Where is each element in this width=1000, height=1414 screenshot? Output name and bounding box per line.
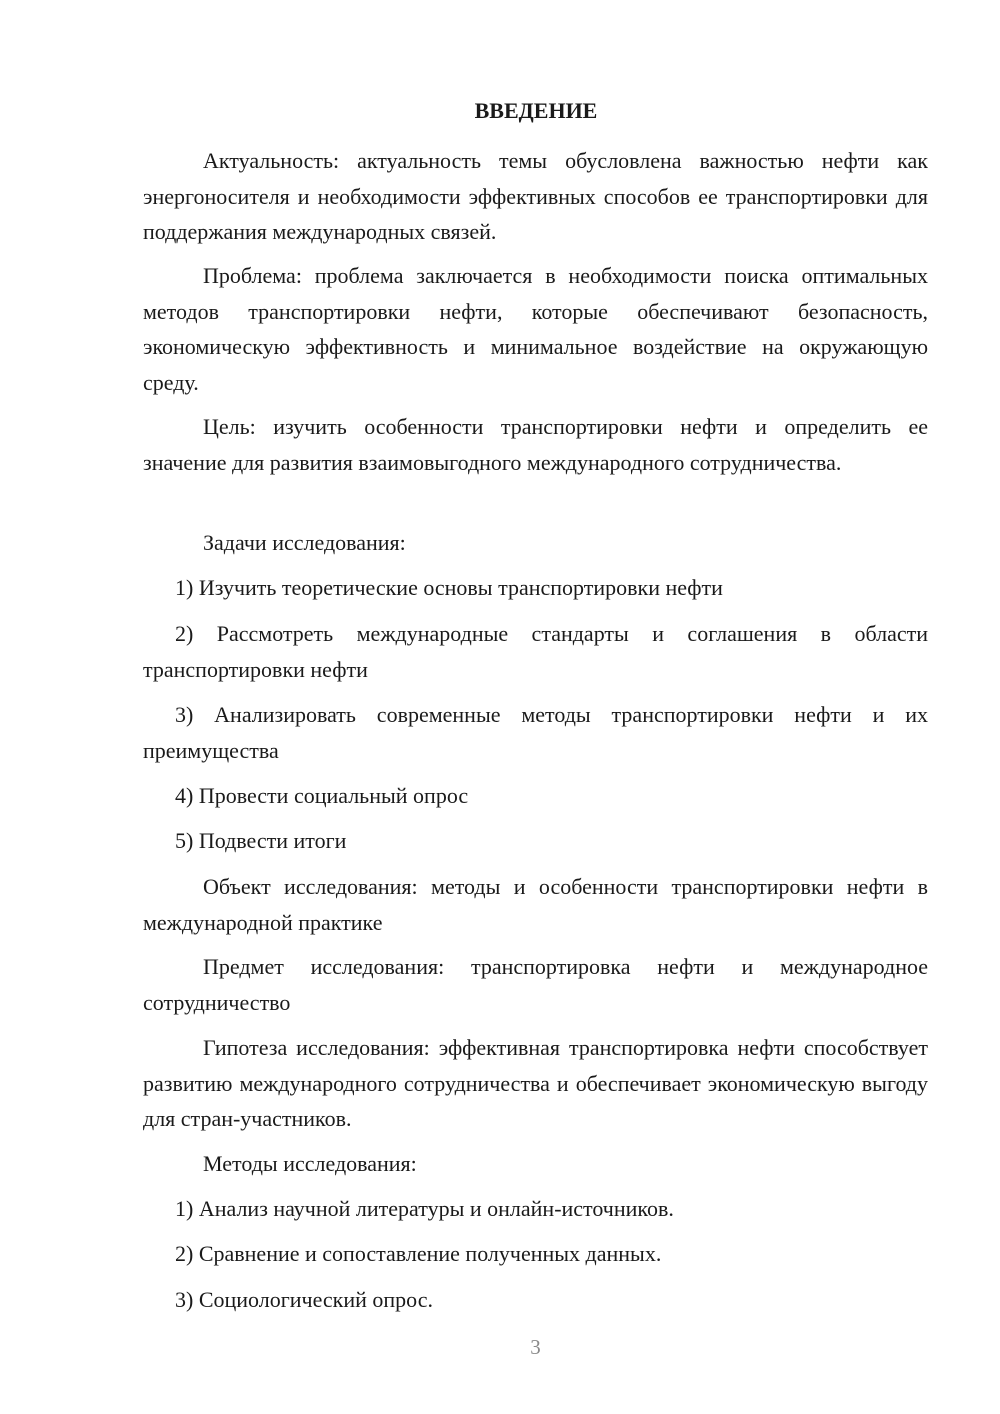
method-item-2: 2) Сравнение и сопоставление полученных данных. bbox=[175, 1241, 662, 1266]
task-item-3: 3) Анализировать современные методы транспортировки нефти и их преимущества bbox=[143, 702, 928, 763]
section-title: ВВЕДЕНИЕ bbox=[474, 98, 598, 123]
relevance-paragraph: Актуальность: актуальность темы обусловлена важностью нефти как энергоносителя и необходимости эффективных способов ее транспортировки для поддержания международных связей. bbox=[143, 148, 928, 244]
methods-heading: Методы исследования: bbox=[203, 1151, 417, 1176]
subject-paragraph: Предмет исследования: транспортировка нефти и международное сотрудничество bbox=[143, 954, 928, 1015]
task-item-2: 2) Рассмотреть международные стандарты и соглашения в области транспортировки нефти bbox=[143, 621, 928, 682]
method-item-1: 1) Анализ научной литературы и онлайн-источников. bbox=[175, 1196, 674, 1221]
problem-paragraph: Проблема: проблема заключается в необходимости поиска оптимальных методов транспортировки нефти, которые обеспечивают безопасность, экономическую эффективность и минимальное воздействие на окружающую среду. bbox=[143, 263, 928, 395]
page-number: 3 bbox=[530, 1335, 541, 1359]
task-item-1: 1) Изучить теоретические основы транспортировки нефти bbox=[175, 575, 723, 600]
method-item-3: 3) Социологический опрос. bbox=[175, 1287, 433, 1312]
document-page bbox=[143, 0, 928, 1414]
goal-paragraph: Цель: изучить особенности транспортировки нефти и определить ее значение для развития взаимовыгодного международного сотрудничества. bbox=[143, 414, 928, 475]
task-item-5: 5) Подвести итоги bbox=[175, 828, 347, 853]
object-paragraph: Объект исследования: методы и особенности транспортировки нефти в международной практике bbox=[143, 874, 928, 935]
tasks-heading: Задачи исследования: bbox=[203, 530, 406, 555]
hypothesis-paragraph: Гипотеза исследования: эффективная транспортировка нефти способствует развитию международного сотрудничества и обеспечивает экономическую выгоду для стран-участников. bbox=[143, 1035, 928, 1131]
task-item-4: 4) Провести социальный опрос bbox=[175, 783, 469, 808]
